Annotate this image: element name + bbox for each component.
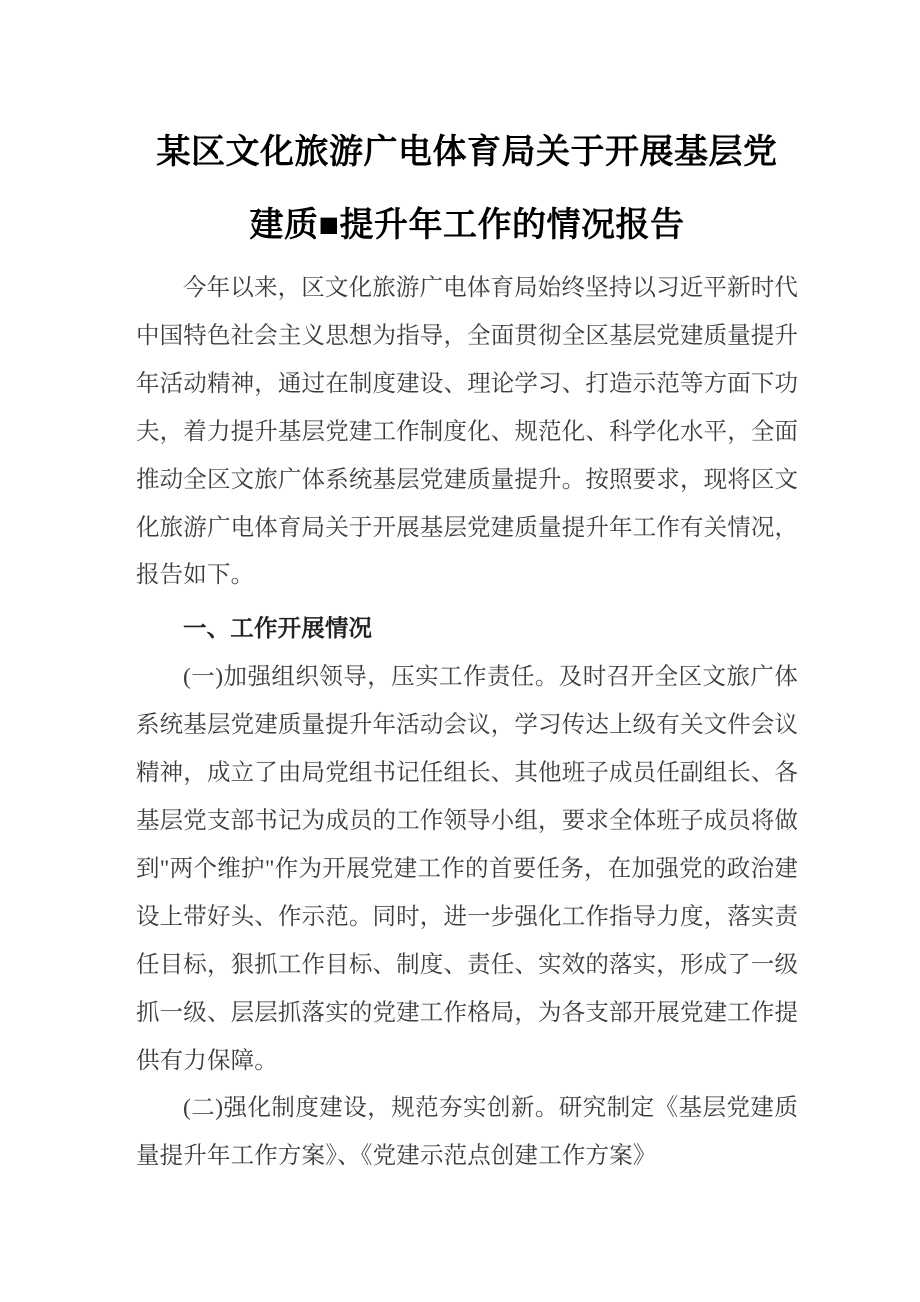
- paragraph2-line: 精神，成立了由局党组书记任组长、其他班子成员任副组长、各: [136, 760, 799, 787]
- paragraph1-line: 报告如下。: [136, 562, 255, 589]
- paragraph2-line: 设上带好头、作示范。同时，进一步强化工作指导力度，落实责: [136, 903, 799, 930]
- paragraph1-line: 化旅游广电体育局关于开展基层党建质量提升年工作有关情况，: [136, 514, 799, 541]
- section-heading-1: 一、工作开展情况: [183, 616, 373, 643]
- paragraph2-line: 系统基层党建质量提升年活动会议，学习传达上级有关文件会议: [136, 712, 799, 739]
- paragraph3-line: (二)强化制度建设，规范夯实创新。研究制定《基层党建质: [183, 1095, 798, 1122]
- paragraph2-line: 到"两个维护"作为开展党建工作的首要任务，在加强党的政治建: [136, 855, 798, 882]
- paragraph1-line: 推动全区文旅广体系统基层党建质量提升。按照要求，现将区文: [136, 466, 799, 493]
- paragraph1-line: 今年以来，区文化旅游广电体育局始终坚持以习近平新时代: [183, 275, 798, 301]
- paragraph2-line: 供有力保障。: [136, 1047, 278, 1074]
- paragraph1-line: 中国特色社会主义思想为指导，全面贯彻全区基层党建质量提升: [136, 322, 799, 349]
- document-title: [136, 116, 798, 262]
- title-line-1: 某区文化旅游广电体育局关于开展基层党: [156, 133, 778, 171]
- paragraph1-line: 年活动精神，通过在制度建设、理论学习、打造示范等方面下功: [136, 370, 799, 397]
- paragraph3-line: 量提升年工作方案》、《党建示范点创建工作方案》: [136, 1143, 657, 1170]
- paragraph2-line: 基层党支部书记为成员的工作领导小组，要求全体班子成员将做: [136, 807, 799, 834]
- paragraph2-line: 任目标，狠抓工作目标、制度、责任、实效的落实，形成了一级: [136, 951, 799, 978]
- paragraph2-line: 抓一级、层层抓落实的党建工作格局，为各支部开展党建工作提: [136, 999, 799, 1026]
- paragraph2-line: (一)加强组织领导，压实工作责任。及时召开全区文旅广体: [183, 664, 798, 691]
- paragraph1-line: 夫，着力提升基层党建工作制度化、规范化、科学化水平，全面: [136, 418, 799, 445]
- title-line-2: 建质■提升年工作的情况报告: [249, 206, 685, 244]
- document-body: [136, 265, 798, 1181]
